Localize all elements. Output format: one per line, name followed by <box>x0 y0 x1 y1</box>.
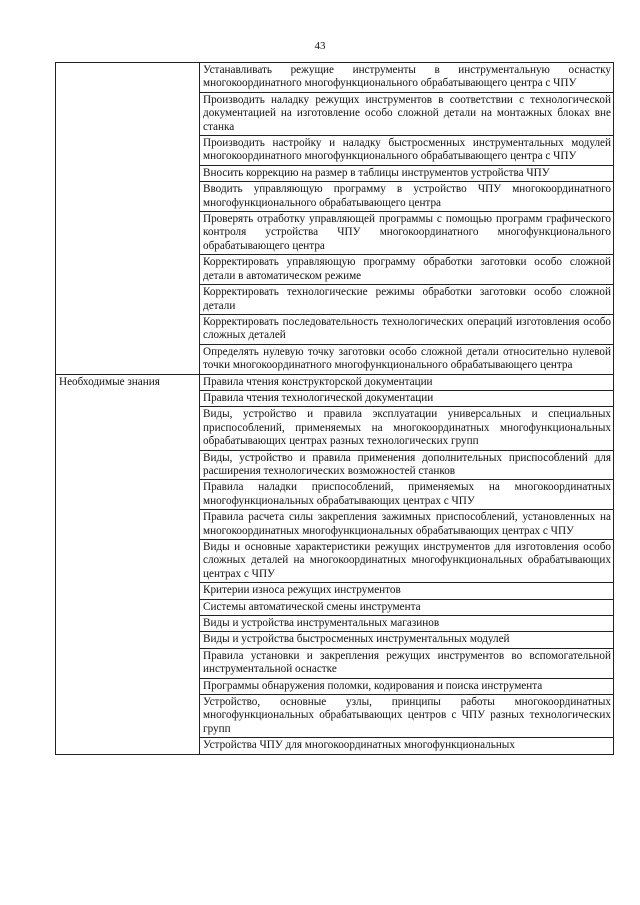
table-cell <box>200 314 614 344</box>
table-cell <box>200 632 614 648</box>
table-row <box>56 374 614 390</box>
requirement-text: Вносить коррекцию на размер в таблицы инструментов устройства ЧПУ <box>203 166 550 179</box>
section-label-cell <box>56 374 200 754</box>
requirement-text: Корректировать управляющую программу обработки заготовки особо сложной детали в автоматическом режиме <box>203 256 611 282</box>
requirement-text: Производить наладку режущих инструментов в соответствии с технологической документацией на изготовление особо сложной детали на монтажных блоках вне станка <box>203 93 611 133</box>
table-cell <box>200 407 614 450</box>
requirement-text: Производить настройку и наладку быстросменных инструментальных модулей многокоординатного многофункционального обрабатывающего центра с ЧПУ <box>203 137 611 163</box>
table-cell <box>200 285 614 315</box>
table-cell <box>200 480 614 510</box>
table-cell <box>200 165 614 181</box>
requirement-text: Корректировать последовательность технологических операций изготовления особо сложных деталей <box>203 315 611 342</box>
requirements-table <box>55 62 614 755</box>
table-cell <box>200 390 614 406</box>
requirement-text: Системы автоматической смены инструмента <box>203 600 421 613</box>
table-cell <box>200 695 614 738</box>
table-cell <box>200 648 614 678</box>
table-cell <box>200 92 614 135</box>
requirement-text: Виды и основные характеристики режущих инструментов для изготовления особо сложных деталей на многокоординатных многофункциональных обрабатывающих центрах с ЧПУ <box>203 541 611 580</box>
table-row <box>56 63 614 93</box>
requirement-text: Определять нулевую точку заготовки особо сложной детали относительно нулевой точки многокоординатного многофункционального обрабатывающего центра <box>203 345 611 372</box>
table-cell <box>200 374 614 390</box>
requirement-text: Правила наладки приспособлений, применяемых на многокоординатных многофункциональных обрабатывающих центрах с ЧПУ <box>203 481 611 507</box>
requirement-text: Правила чтения конструкторской документации <box>203 375 433 388</box>
requirement-text: Виды, устройство и правила применения дополнительных приспособлений для расширения технологических возможностей станков <box>203 451 611 477</box>
table-cell <box>200 738 614 754</box>
requirement-text: Устройства ЧПУ для многокоординатных многофункциональных <box>203 739 515 752</box>
table-cell <box>200 540 614 583</box>
page-number: 43 <box>314 40 326 52</box>
table-cell <box>200 583 614 599</box>
section-label: Необходимые знания <box>59 375 160 388</box>
table-cell <box>200 599 614 615</box>
requirement-text: Правила чтения технологической документации <box>203 391 434 404</box>
table-cell <box>200 255 614 285</box>
requirement-text: Вводить управляющую программу в устройство ЧПУ многокоординатного многофункционального обрабатывающего центра <box>203 183 611 209</box>
table-cell <box>200 678 614 694</box>
requirement-text: Критерии износа режущих инструментов <box>203 584 401 597</box>
table-cell <box>200 182 614 212</box>
requirement-text: Устройство, основные узлы, принципы работы многокоординатных многофункциональных обрабатывающих центров с ЧПУ разных технологических групп <box>203 696 611 735</box>
requirement-text: Корректировать технологические режимы обработки заготовки особо сложной детали <box>203 286 611 312</box>
requirement-text: Правила установки и закрепления режущих инструментов во вспомогательной инструментальной оснастке <box>203 649 611 676</box>
requirement-text: Устанавливать режущие инструменты в инструментальную оснастку многокоординатного многофункционального обрабатывающего центра с ЧПУ <box>203 64 611 90</box>
table-cell <box>200 344 614 374</box>
requirement-text: Виды, устройство и правила эксплуатации универсальных и специальных приспособлений, применяемых на многокоординатных многофункциональных обрабатывающих центрах разных технологических групп <box>203 408 611 448</box>
table-cell <box>200 616 614 632</box>
table-cell <box>200 63 614 93</box>
requirement-text: Проверять отработку управляющей программы с помощью программ графического контроля устройства ЧПУ многокоординатного многофункционального обрабатывающего центра <box>203 213 611 252</box>
requirement-text: Виды и устройства быстросменных инструментальных модулей <box>203 633 510 646</box>
table-cell <box>200 136 614 166</box>
table-cell <box>200 450 614 480</box>
table-cell <box>200 510 614 540</box>
requirement-text: Программы обнаружения поломки, кодирования и поиска инструмента <box>203 679 543 692</box>
requirement-text: Виды и устройства инструментальных магазинов <box>203 617 440 630</box>
table-cell <box>200 212 614 255</box>
section-label-cell <box>56 63 200 375</box>
requirement-text: Правила расчета силы закрепления зажимных приспособлений, установленных на многокоординатных многофункциональных обрабатывающих центрах с ЧПУ <box>203 511 611 537</box>
